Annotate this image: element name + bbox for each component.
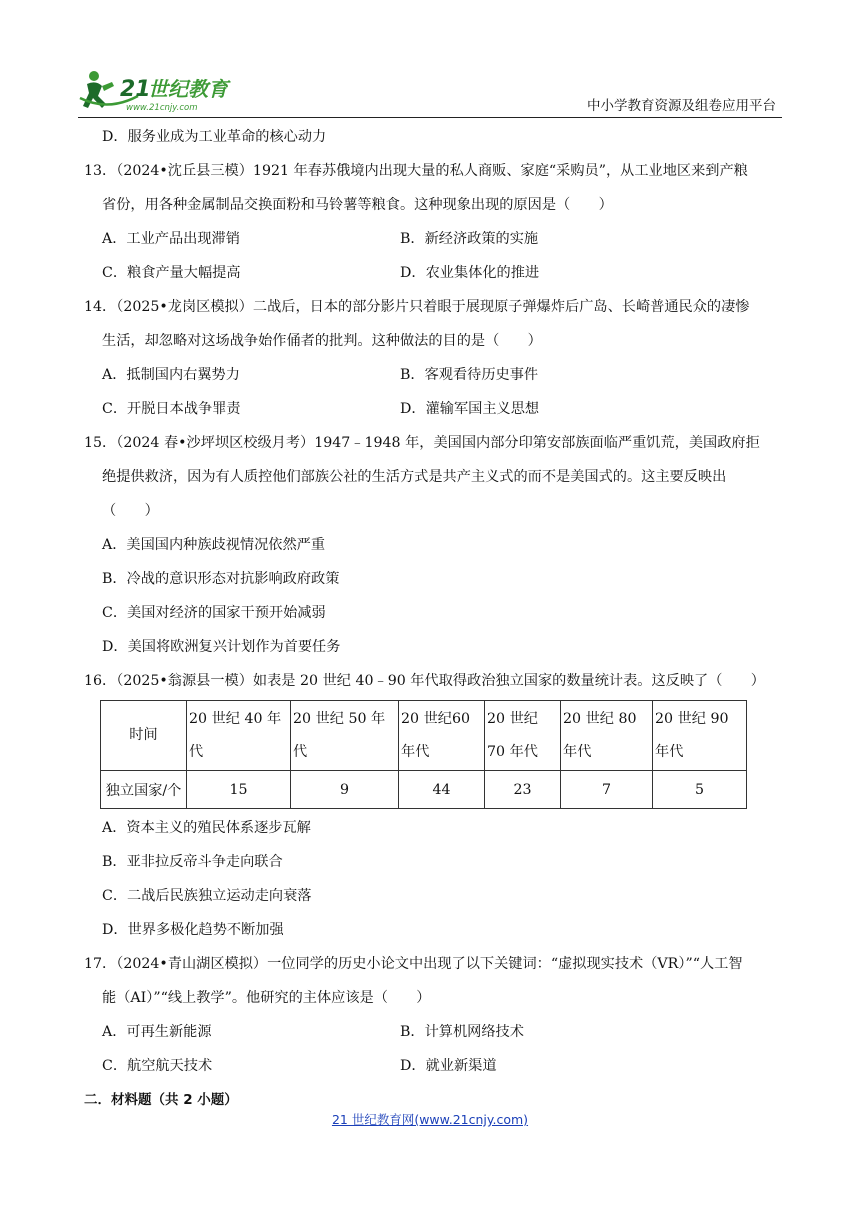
table-cell: 44 [399,771,485,809]
q17-option-a: A．可再生新能源 [102,1024,212,1040]
q14-stem-line2: 生活，却忽略对这场战争始作俑者的批判。这种做法的目的是（ ） [102,333,542,349]
q13-stem-line1: 13．（2024•沈丘县三模）1921 年春苏俄境内出现大量的私人商贩、家庭“采购员”，从工业地区来到产粮 [84,163,748,179]
q15-option-b: B．冷战的意识形态对抗影响政府政策 [102,571,340,587]
q14-option-a: A．抵制国内右翼势力 [102,367,240,383]
page-header [78,66,782,118]
table-cell: 9 [291,771,399,809]
table-row-label: 独立国家/个 [101,771,187,809]
q17-options-row2 [84,1049,784,1083]
table-cell: 23 [485,771,561,809]
table-header-label: 时间 [101,701,187,771]
q15-stem-line2: 绝提供救济，因为有人质控他们部族公社的生活方式是共产主义式的而不是美国式的。这主要反映出 [102,469,727,485]
q16-stem-line1: 16．（2025•翁源县一模）如表是 20 世纪 40﹣90 年代取得政治独立国家的数量统计表。这反映了（ ） [84,673,765,689]
q16-option-d: D．世界多极化趋势不断加强 [102,922,284,938]
logo-runner-icon [78,68,253,114]
table-cell: 15 [187,771,291,809]
section-heading: 二．材料题（共 2 小题） [84,1092,238,1108]
table-col-header: 20 世纪 80 年代 [561,701,653,771]
table-cell: 5 [653,771,747,809]
q15-option-c: C．美国对经济的国家干预开始减弱 [102,605,326,621]
q13-option-a: A．工业产品出现滞销 [102,231,240,247]
svg-text:世纪教育: 世纪教育 [148,77,228,101]
q16-option-b: B．亚非拉反帝斗争走向联合 [102,854,283,870]
q13-options-row1 [84,222,784,256]
page-footer [0,1110,860,1128]
question-content [84,120,784,1117]
q14-options-row1 [84,358,784,392]
q13-option-b: B．新经济政策的实施 [400,231,539,247]
q17-option-c: C．航空航天技术 [102,1058,213,1074]
q14-option-b: B．客观看待历史事件 [400,367,539,383]
q17-option-b: B．计算机网络技术 [400,1024,524,1040]
table-header-row [101,701,747,771]
q13-option-c: C．粮食产量大幅提高 [102,265,241,281]
q17-option-d: D．就业新渠道 [400,1058,497,1074]
svg-text:21: 21 [120,77,151,102]
table-col-header: 20 世纪 70 年代 [485,701,561,771]
q17-options-row1 [84,1015,784,1049]
q15-option-a: A．美国国内种族歧视情况依然严重 [102,537,326,553]
table-row [101,771,747,809]
svg-text:www.21cnjy.com: www.21cnjy.com [126,103,198,113]
q13-option-d: D．农业集体化的推进 [400,265,540,281]
footer-link[interactable]: 21 世纪教育网(www.21cnjy.com) [331,1112,529,1127]
q17-stem-line2: 能（AI）”“线上教学”。他研究的主体应该是（ ） [102,990,431,1006]
q14-option-c: C．开脱日本战争罪责 [102,401,241,417]
q15-stem-line3: （ ） [102,503,159,519]
q14-option-d: D．灌输军国主义思想 [400,401,540,417]
q14-stem-line1: 14．（2025•龙岗区模拟）二战后，日本的部分影片只着眼于展现原子弹爆炸后广岛、长崎普通民众的凄惨 [84,299,750,315]
q16-option-c: C．二战后民族独立运动走向衰落 [102,888,312,904]
q16-option-a: A．资本主义的殖民体系逐步瓦解 [102,820,311,836]
table-cell: 7 [561,771,653,809]
q13-options-row2 [84,256,784,290]
table-col-header: 20 世纪 50 年代 [291,701,399,771]
table-col-header: 20 世纪60 年代 [399,701,485,771]
table-col-header: 20 世纪 90 年代 [653,701,747,771]
q14-options-row2 [84,392,784,426]
q17-stem-line1: 17．（2024•青山湖区模拟）一位同学的历史小论文中出现了以下关键词：“虚拟现实技术（VR）”“人工智 [84,956,743,972]
q13-stem-line2: 省份，用各种金属制品交换面粉和马铃薯等粮食。这种现象出现的原因是（ ） [102,197,613,213]
logo [78,68,253,114]
independence-stats-table [100,700,747,809]
q15-stem-line1: 15．（2024 春•沙坪坝区校级月考）1947﹣1948 年，美国国内部分印第安部族面临严重饥荒，美国政府拒 [84,435,760,451]
q15-option-d: D．美国将欧洲复兴计划作为首要任务 [102,639,341,655]
q12-option-d: D．服务业成为工业革命的核心动力 [102,129,327,145]
table-col-header: 20 世纪 40 年代 [187,701,291,771]
platform-title: 中小学教育资源及组卷应用平台 [587,98,776,114]
